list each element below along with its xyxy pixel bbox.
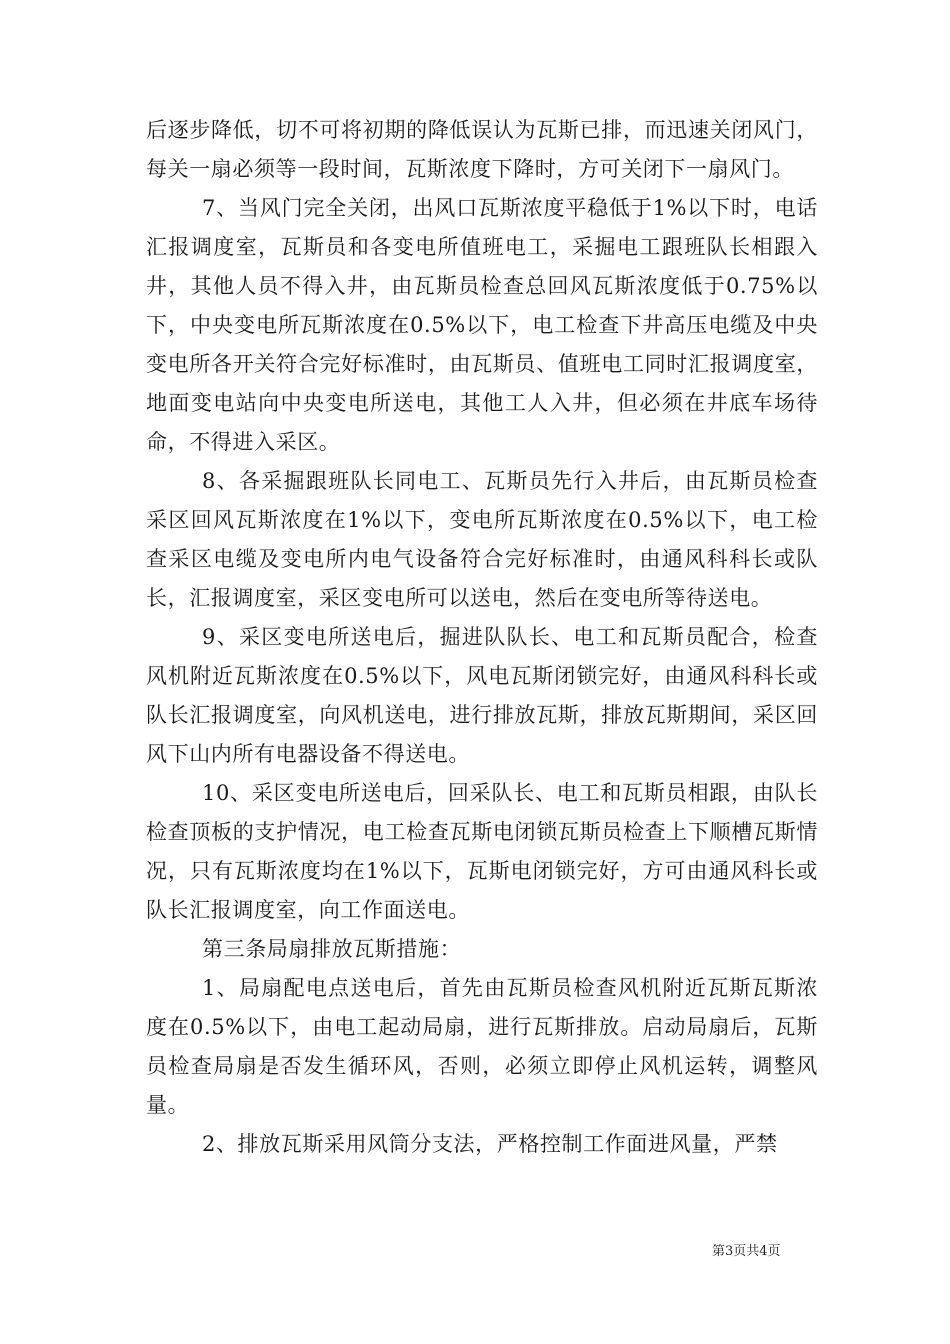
paragraph-item-7: 7、当风门完全关闭，出风口瓦斯浓度平稳低于1%以下时，电话汇报调度室，瓦斯员和各变电所值班电工，采掘电工跟班队长相跟入井，其他人员不得入井，由瓦斯员检查总回风瓦斯浓度低于0.75%以下，中央变电所瓦斯浓度在0.5%以下，电工检查下井高压电缆及中央变电所各开关符合完好标准时，由瓦斯员、值班电工同时汇报调度室，地面变电站向中央变电所送电，其他工人入井，但必须在井底车场待命，不得进入采区。 bbox=[146, 196, 818, 454]
body-text bbox=[146, 111, 818, 1164]
paragraph-item-10: 10、采区变电所送电后，回采队长、电工和瓦斯员相跟，由队长检查顶板的支护情况，电工检查瓦斯电闭锁瓦斯员检查上下顺槽瓦斯情况，只有瓦斯浓度均在1%以下，瓦斯电闭锁完好，方可由通风科长或队长汇报调度室，向工作面送电。 bbox=[146, 781, 818, 922]
paragraph-continuation: 后逐步降低，切不可将初期的降低误认为瓦斯已排，而迅速关闭风门，每关一扇必须等一段时间，瓦斯浓度下降时，方可关闭下一扇风门。 bbox=[146, 118, 818, 181]
paragraph-item-8: 8、各采掘跟班队长同电工、瓦斯员先行入井后，由瓦斯员检查采区回风瓦斯浓度在1%以下，变电所瓦斯浓度在0.5%以下，电工检查采区电缆及变电所内电气设备符合完好标准时，由通风科科长或队长，汇报调度室，采区变电所可以送电，然后在变电所等待送电。 bbox=[146, 469, 818, 610]
page-number-footer: 第3页共4页 bbox=[712, 1244, 781, 1259]
section-heading-article-3: 第三条局扇排放瓦斯措施： bbox=[202, 937, 462, 961]
paragraph-item-9: 9、采区变电所送电后，掘进队队长、电工和瓦斯员配合，检查风机附近瓦斯浓度在0.5%以下，风电瓦斯闭锁完好，由通风科科长或队长汇报调度室，向风机送电，进行排放瓦斯，排放瓦斯期间，采区回风下山内所有电器设备不得送电。 bbox=[146, 625, 818, 766]
paragraph-article-3-item-1: 1、局扇配电点送电后，首先由瓦斯员检查风机附近瓦斯瓦斯浓度在0.5%以下，由电工起动局扇，进行瓦斯排放。启动局扇后，瓦斯员检查局扇是否发生循环风，否则，必须立即停止风机运转，调整风量。 bbox=[146, 976, 818, 1117]
paragraph-article-3-item-2: 2、排放瓦斯采用风筒分支法，严格控制工作面进风量，严禁 bbox=[202, 1132, 778, 1156]
